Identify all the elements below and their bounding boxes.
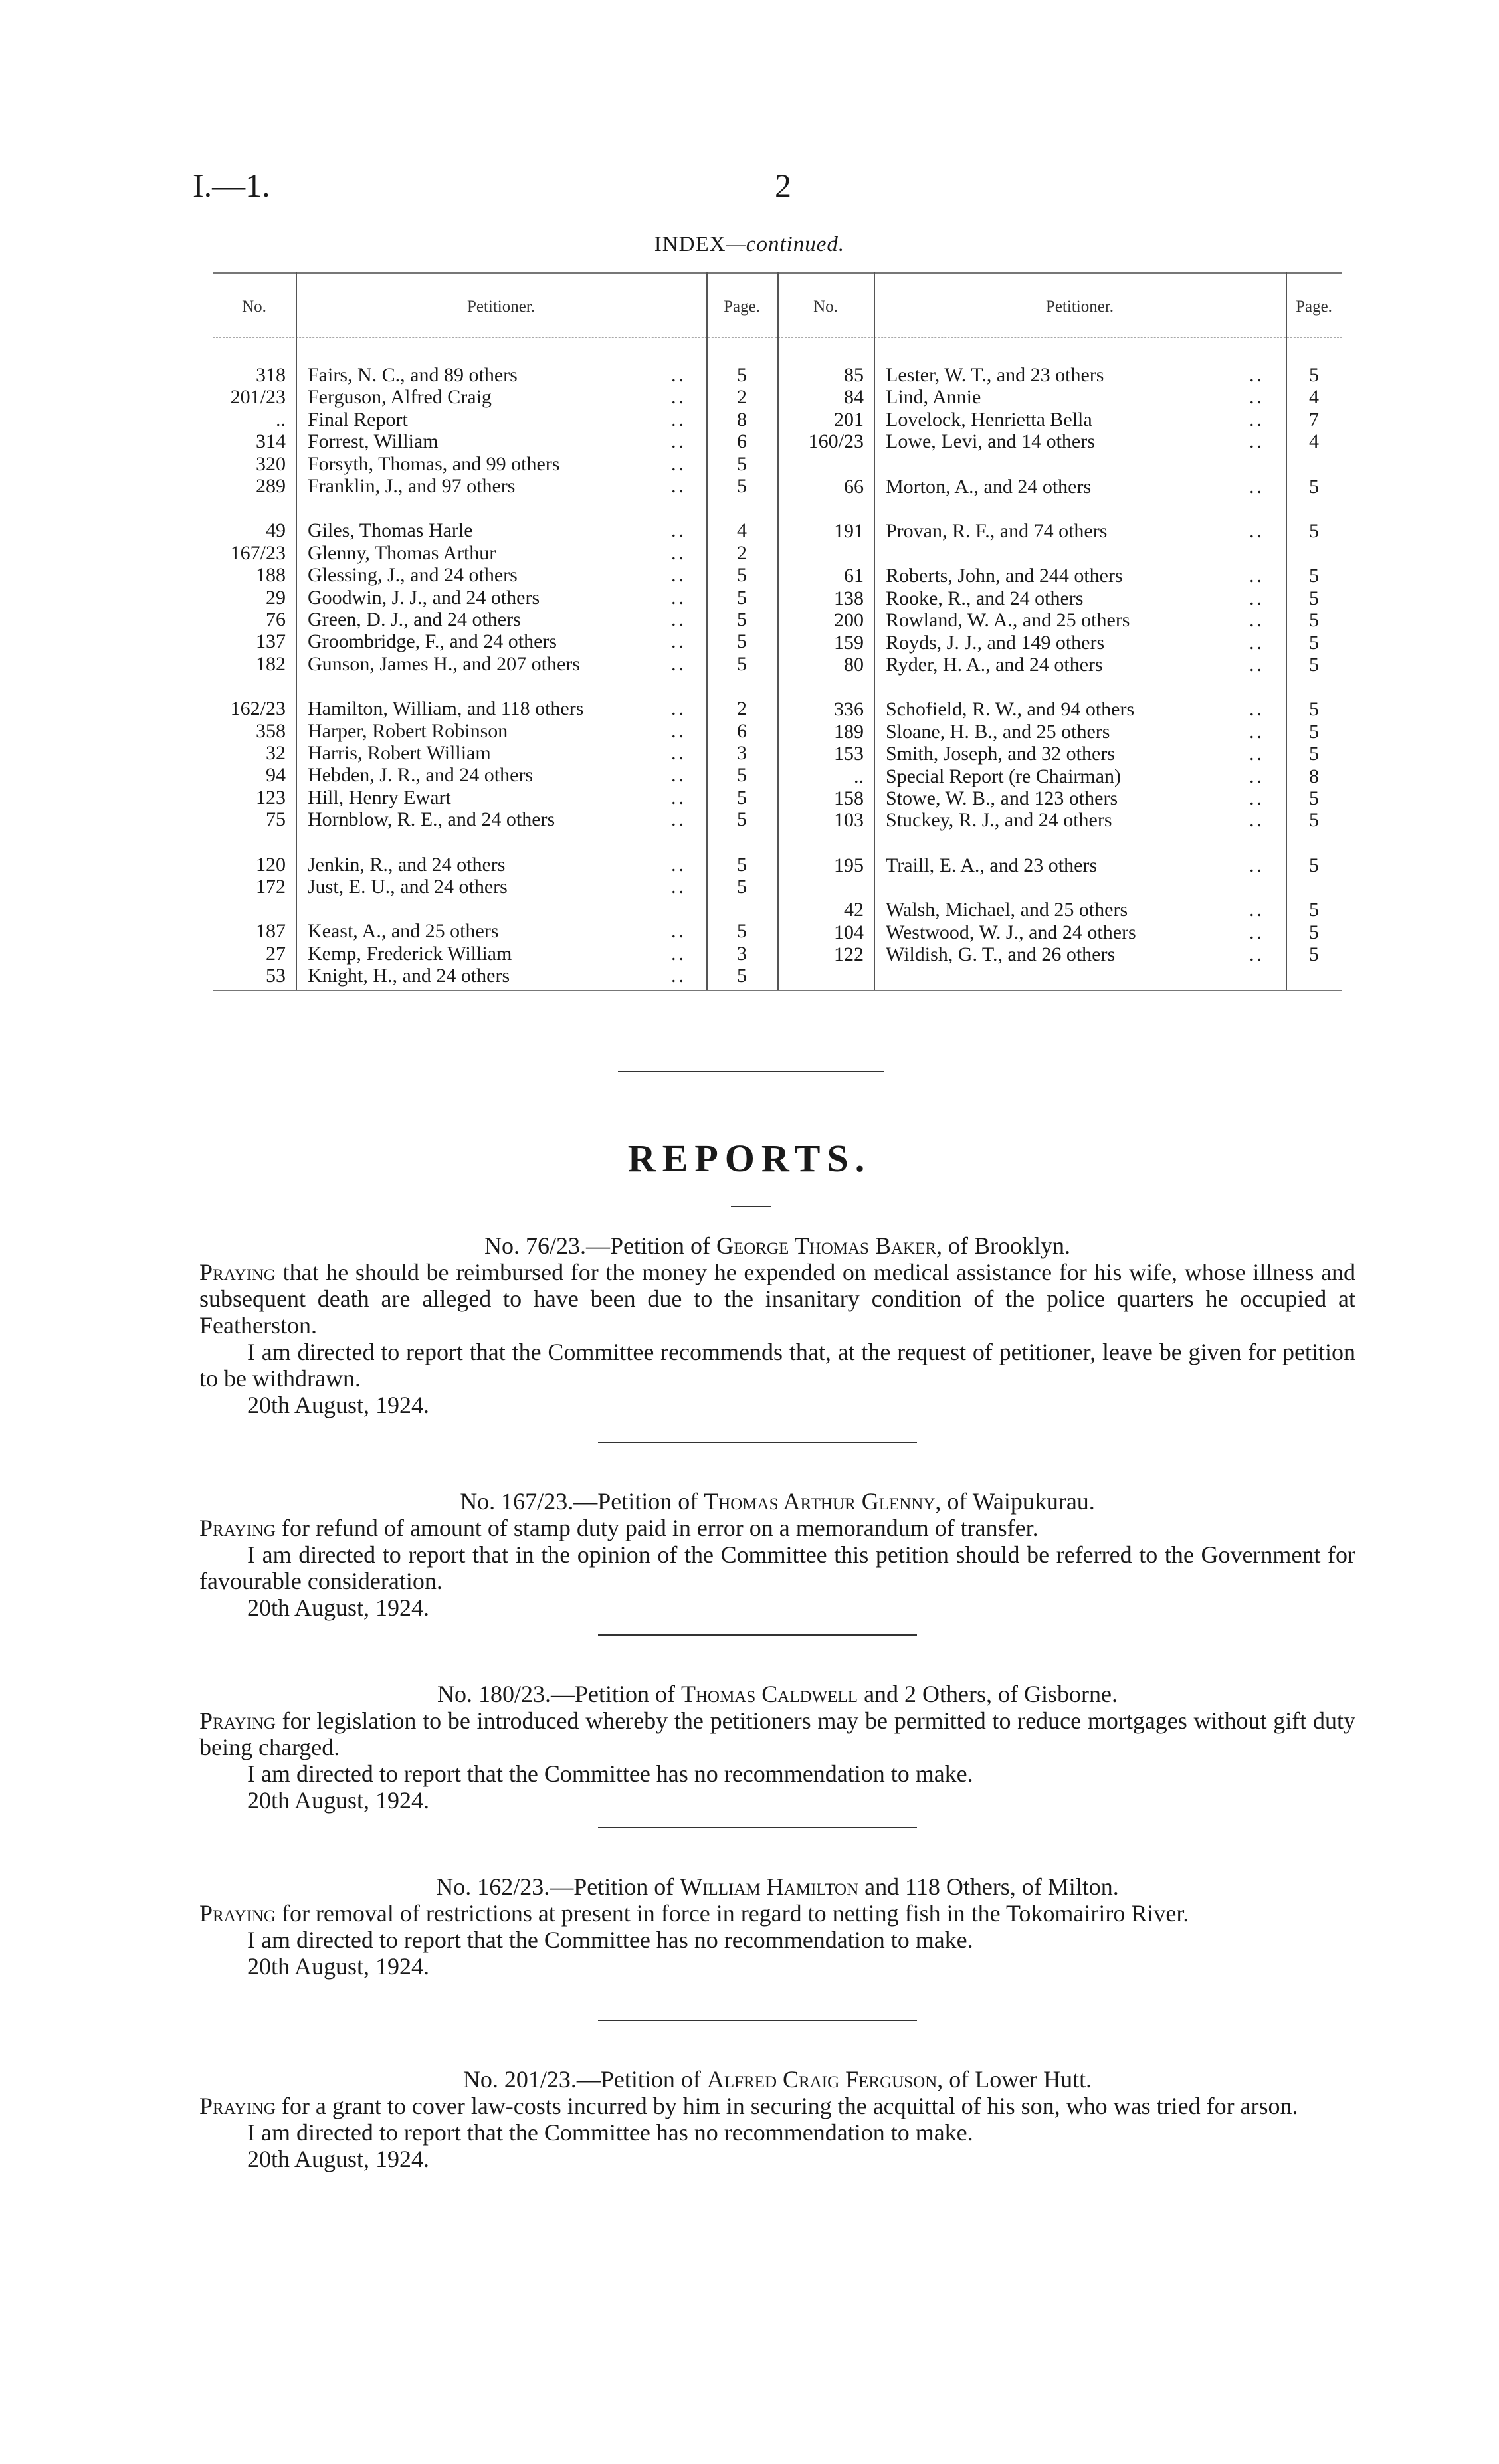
leader-dots: .. xyxy=(1249,565,1264,587)
index-entry-page: 5 xyxy=(1309,809,1319,832)
reports-title: REPORTS. xyxy=(627,1137,872,1180)
index-title xyxy=(0,233,1499,257)
leader-dots: .. xyxy=(671,719,686,742)
index-entry-page: 5 xyxy=(1309,654,1319,676)
praying-word: Praying xyxy=(199,1515,276,1541)
petition-separator xyxy=(598,1634,917,1636)
index-entry-petitioner: Roberts, John, and 244 others xyxy=(886,565,1123,587)
index-entry-page: 3 xyxy=(737,742,747,764)
report-date: 20th August, 1924. xyxy=(247,2146,430,2172)
leader-dots: .. xyxy=(671,742,686,764)
prayer-text: for refund of amount of stamp duty paid in error on a memorandum of transfer. xyxy=(275,1515,1039,1541)
index-entry-number: 200 xyxy=(834,609,864,632)
index-entry-page: 8 xyxy=(737,408,747,430)
index-entry-page: 5 xyxy=(1309,743,1319,765)
index-entry-page: 4 xyxy=(1309,430,1319,453)
prayer-text: for a grant to cover law-costs incurred by him in securing the acquittal of his son, who was tried for arson. xyxy=(275,2093,1298,2119)
index-entry-number: 29 xyxy=(266,586,286,609)
petition-location: , of Lower Hutt. xyxy=(937,2066,1092,2093)
index-entry-petitioner: Lowe, Levi, and 14 others xyxy=(886,430,1095,453)
index-entry-page: 3 xyxy=(737,942,747,965)
index-entry-page: 5 xyxy=(737,808,747,831)
leader-dots: .. xyxy=(1249,809,1264,832)
index-entry-page: 6 xyxy=(737,430,747,453)
index-entry-page: 5 xyxy=(1309,587,1319,609)
index-entry-number: 76 xyxy=(266,609,286,630)
index-entry-number: 160/23 xyxy=(808,430,864,453)
index-entry-page: 5 xyxy=(737,876,747,898)
index-entry-number: 153 xyxy=(834,743,864,765)
header-no-left: No. xyxy=(242,298,266,316)
leader-dots: .. xyxy=(671,430,686,453)
index-entry-number: 75 xyxy=(266,808,286,831)
leader-dots: .. xyxy=(1249,475,1264,498)
petitioner-name: Alfred Craig Ferguson xyxy=(706,2066,938,2093)
petition-report xyxy=(199,1232,1355,1418)
index-entry-page: 5 xyxy=(737,652,747,675)
index-entry-petitioner: Fairs, N. C., and 89 others xyxy=(308,364,518,386)
index-entry-page: 5 xyxy=(1309,609,1319,632)
leader-dots: .. xyxy=(671,541,686,564)
petition-location: and 118 Others, of Milton. xyxy=(858,1873,1119,1900)
index-entry-number: 358 xyxy=(256,719,286,742)
index-entry-page: 6 xyxy=(737,719,747,742)
index-entry-petitioner: Jenkin, R., and 24 others xyxy=(308,853,506,876)
index-entry-number: 120 xyxy=(256,853,286,876)
index-entry-petitioner: Smith, Joseph, and 32 others xyxy=(886,743,1115,765)
petition-separator xyxy=(598,1827,917,1828)
index-title-suffix: —continued. xyxy=(726,233,845,256)
petition-location: and 2 Others, of Gisborne. xyxy=(858,1681,1118,1707)
index-entry-number: 159 xyxy=(834,631,864,654)
leader-dots: .. xyxy=(1249,609,1264,632)
index-entry-petitioner: Lind, Annie xyxy=(886,386,981,409)
committee-report: I am directed to report that the Committee recommends that, at the request of petitioner, leave be given for petition to be withdrawn. xyxy=(199,1339,1355,1392)
leader-dots: .. xyxy=(671,853,686,876)
index-entry-number: 103 xyxy=(834,809,864,832)
index-entry-petitioner: Groombridge, F., and 24 others xyxy=(308,630,557,653)
leader-dots: .. xyxy=(671,965,686,987)
leader-dots: .. xyxy=(1249,854,1264,876)
index-entry-page: 4 xyxy=(737,520,747,542)
index-entry-number: 53 xyxy=(266,965,286,987)
leader-dots: .. xyxy=(1249,765,1264,787)
index-entry-petitioner: Hornblow, R. E., and 24 others xyxy=(308,808,555,831)
index-entry-number: 85 xyxy=(844,364,864,386)
index-entry-number: 188 xyxy=(256,564,286,587)
leader-dots: .. xyxy=(1249,408,1264,430)
praying-word: Praying xyxy=(199,1259,276,1285)
prayer-text: that he should be reimbursed for the money he expended on medical assistance for his wife, whose illness and subsequent death are alleged to have been due to the insanitary condition of the police quarters he occupied at Featherston. xyxy=(199,1259,1355,1339)
index-entry-number: 172 xyxy=(256,876,286,898)
index-entry-number: 336 xyxy=(834,698,864,721)
index-entry-number: .. xyxy=(276,408,286,430)
index-entry-petitioner: Schofield, R. W., and 94 others xyxy=(886,698,1135,721)
index-entry-petitioner: Traill, E. A., and 23 others xyxy=(886,854,1098,876)
index-entry-number: 318 xyxy=(256,364,286,386)
leader-dots: .. xyxy=(671,564,686,587)
index-entry-petitioner: Hill, Henry Ewart xyxy=(308,786,451,808)
index-entry-number: 122 xyxy=(834,943,864,965)
index-entry-number: 182 xyxy=(256,652,286,675)
report-date: 20th August, 1924. xyxy=(247,1392,430,1418)
index-entry-page: 5 xyxy=(1309,698,1319,721)
index-entry-number: 167/23 xyxy=(230,541,286,564)
leader-dots: .. xyxy=(671,475,686,497)
index-entry-number: 314 xyxy=(256,430,286,453)
index-entry-petitioner: Lovelock, Henrietta Bella xyxy=(886,408,1092,430)
index-entry-number: 189 xyxy=(834,720,864,743)
index-entry-number: 195 xyxy=(834,854,864,876)
document-code: I.—1. xyxy=(193,167,270,204)
index-entry-page: 2 xyxy=(737,698,747,720)
leader-dots: .. xyxy=(1249,587,1264,609)
committee-report: I am directed to report that the Committee has no recommendation to make. xyxy=(247,1760,973,1787)
index-entry-number: 49 xyxy=(266,520,286,542)
leader-dots: .. xyxy=(1249,654,1264,676)
index-entry-page: 5 xyxy=(1309,787,1319,809)
petition-prayer xyxy=(199,1515,1355,1541)
index-entry-page: 2 xyxy=(737,541,747,564)
index-entry-number: 94 xyxy=(266,764,286,787)
praying-word: Praying xyxy=(199,1900,276,1927)
report-date: 20th August, 1924. xyxy=(247,1594,430,1621)
header-no-right: No. xyxy=(813,298,838,316)
reports-title-underline xyxy=(731,1206,771,1207)
index-divider-1 xyxy=(296,272,297,990)
leader-dots: .. xyxy=(671,920,686,943)
index-entry-petitioner: Knight, H., and 24 others xyxy=(308,965,510,987)
index-entry-petitioner: Westwood, W. J., and 24 others xyxy=(886,921,1136,943)
index-entry-page: 5 xyxy=(1309,364,1319,386)
index-entry-petitioner: Forrest, William xyxy=(308,430,439,453)
praying-word: Praying xyxy=(199,2093,276,2119)
index-entry-number: 84 xyxy=(844,386,864,409)
index-entry-petitioner: Keast, A., and 25 others xyxy=(308,920,499,943)
petitioner-name: George Thomas Baker xyxy=(716,1232,937,1259)
prayer-text: for legislation to be introduced whereby the petitioners may be permitted to reduce mortgages without gift duty being charged. xyxy=(199,1707,1355,1760)
petition-prayer xyxy=(199,1900,1355,1927)
index-entry-petitioner: Glenny, Thomas Arthur xyxy=(308,541,496,564)
leader-dots: .. xyxy=(671,698,686,720)
report-date: 20th August, 1924. xyxy=(247,1953,430,1980)
index-entry-petitioner: Ryder, H. A., and 24 others xyxy=(886,654,1103,676)
index-entry-page: 5 xyxy=(737,586,747,609)
index-entry-page: 5 xyxy=(737,920,747,943)
leader-dots: .. xyxy=(671,609,686,630)
petition-title xyxy=(199,2066,1355,2093)
index-entry-page: 4 xyxy=(1309,386,1319,409)
index-entry-page: 5 xyxy=(1309,520,1319,542)
index-entry-page: 5 xyxy=(1309,854,1319,876)
index-entry-page: 5 xyxy=(737,630,747,653)
petition-prayer xyxy=(199,1259,1355,1339)
leader-dots: .. xyxy=(1249,386,1264,409)
index-entry-petitioner: Rowland, W. A., and 25 others xyxy=(886,609,1130,632)
header-page-right: Page. xyxy=(1296,298,1332,316)
index-entry-petitioner: Green, D. J., and 24 others xyxy=(308,609,521,630)
index-entry-petitioner: Provan, R. F., and 74 others xyxy=(886,520,1108,542)
petition-separator xyxy=(598,2020,917,2021)
petitioner-name: William Hamilton xyxy=(680,1873,859,1900)
index-entry-page: 8 xyxy=(1309,765,1319,787)
petition-report xyxy=(199,1488,1355,1621)
index-entry-number: 320 xyxy=(256,452,286,475)
petition-report xyxy=(199,2066,1355,2172)
index-entry-page: 5 xyxy=(1309,565,1319,587)
leader-dots: .. xyxy=(1249,430,1264,453)
index-entry-number: 80 xyxy=(844,654,864,676)
index-entry-page: 5 xyxy=(737,965,747,987)
index-entry-page: 5 xyxy=(737,853,747,876)
index-entry-petitioner: Sloane, H. B., and 25 others xyxy=(886,720,1110,743)
index-entry-petitioner: Giles, Thomas Harle xyxy=(308,520,473,542)
petition-location: , of Brooklyn. xyxy=(936,1232,1071,1259)
leader-dots: .. xyxy=(1249,743,1264,765)
leader-dots: .. xyxy=(1249,943,1264,965)
index-entry-number: 201 xyxy=(834,408,864,430)
petition-number: No. 162/23.—Petition of xyxy=(436,1873,674,1900)
index-divider-3 xyxy=(777,272,779,990)
index-entry-number: 138 xyxy=(834,587,864,609)
index-entry-page: 7 xyxy=(1309,408,1319,430)
leader-dots: .. xyxy=(671,764,686,787)
petition-location: , of Waipukurau. xyxy=(935,1488,1095,1515)
leader-dots: .. xyxy=(671,942,686,965)
index-entry-page: 5 xyxy=(737,475,747,497)
index-entry-petitioner: Wildish, G. T., and 26 others xyxy=(886,943,1116,965)
petition-report xyxy=(199,1873,1355,1980)
index-entry-page: 5 xyxy=(737,786,747,808)
index-entry-page: 5 xyxy=(1309,720,1319,743)
index-entry-page: 5 xyxy=(1309,943,1319,965)
index-entry-petitioner: Ferguson, Alfred Craig xyxy=(308,386,492,409)
leader-dots: .. xyxy=(1249,921,1264,943)
index-entry-page: 5 xyxy=(1309,899,1319,921)
index-entry-petitioner: Rooke, R., and 24 others xyxy=(886,587,1084,609)
petitioner-name: Thomas Arthur Glenny xyxy=(704,1488,936,1515)
header-page-left: Page. xyxy=(724,298,760,316)
leader-dots: .. xyxy=(671,808,686,831)
index-entry-petitioner: Royds, J. J., and 149 others xyxy=(886,631,1105,654)
petition-separator xyxy=(598,1442,917,1443)
index-entry-petitioner: Glessing, J., and 24 others xyxy=(308,564,518,587)
index-entry-petitioner: Gunson, James H., and 207 others xyxy=(308,652,580,675)
index-entry-number: 104 xyxy=(834,921,864,943)
index-entry-number: 289 xyxy=(256,475,286,497)
petition-number: No. 167/23.—Petition of xyxy=(460,1488,698,1515)
index-entry-petitioner: Hamilton, William, and 118 others xyxy=(308,698,584,720)
petition-report xyxy=(199,1681,1355,1814)
index-entry-petitioner: Harper, Robert Robinson xyxy=(308,719,508,742)
index-entry-petitioner: Just, E. U., and 24 others xyxy=(308,876,508,898)
petition-number: No. 180/23.—Petition of xyxy=(437,1681,675,1707)
petitioner-name: Thomas Caldwell xyxy=(680,1681,858,1707)
index-entry-number: 158 xyxy=(834,787,864,809)
page-number: 2 xyxy=(775,167,791,204)
leader-dots: .. xyxy=(1249,631,1264,654)
index-entry-page: 5 xyxy=(737,764,747,787)
leader-dots: .. xyxy=(671,630,686,653)
index-entry-page: 5 xyxy=(1309,631,1319,654)
index-entry-petitioner: Morton, A., and 24 others xyxy=(886,475,1092,498)
leader-dots: .. xyxy=(671,586,686,609)
index-entry-petitioner: Lester, W. T., and 23 others xyxy=(886,364,1104,386)
index-entry-page: 5 xyxy=(737,609,747,630)
index-entry-number: 66 xyxy=(844,475,864,498)
index-entry-petitioner: Stowe, W. B., and 123 others xyxy=(886,787,1118,809)
index-entry-number: 123 xyxy=(256,786,286,808)
petition-prayer xyxy=(199,1707,1355,1760)
index-entry-page: 5 xyxy=(1309,921,1319,943)
leader-dots: .. xyxy=(1249,364,1264,386)
committee-report: I am directed to report that the Committee has no recommendation to make. xyxy=(247,1927,973,1953)
index-entry-page: 2 xyxy=(737,386,747,409)
index-entry-number: 187 xyxy=(256,920,286,943)
index-entry-number: 42 xyxy=(844,899,864,921)
index-entry-petitioner: Harris, Robert William xyxy=(308,742,491,764)
petition-prayer xyxy=(199,2093,1355,2119)
index-entry-page: 5 xyxy=(1309,475,1319,498)
leader-dots: .. xyxy=(1249,720,1264,743)
leader-dots: .. xyxy=(671,786,686,808)
index-entry-number: 191 xyxy=(834,520,864,542)
index-entry-petitioner: Final Report xyxy=(308,408,408,430)
index-entry-petitioner: Forsyth, Thomas, and 99 others xyxy=(308,452,560,475)
petition-number: No. 201/23.—Petition of xyxy=(462,2066,701,2093)
index-entry-page: 5 xyxy=(737,564,747,587)
index-entry-number: 32 xyxy=(266,742,286,764)
index-entry-petitioner: Hebden, J. R., and 24 others xyxy=(308,764,534,787)
committee-report: I am directed to report that the Committee has no recommendation to make. xyxy=(247,2119,973,2146)
index-entry-number: .. xyxy=(854,765,864,787)
leader-dots: .. xyxy=(1249,698,1264,721)
leader-dots: .. xyxy=(1249,787,1264,809)
index-entry-petitioner: Goodwin, J. J., and 24 others xyxy=(308,586,540,609)
index-entry-number: 201/23 xyxy=(230,386,286,409)
leader-dots: .. xyxy=(1249,520,1264,542)
index-entry-number: 137 xyxy=(256,630,286,653)
index-entry-petitioner: Walsh, Michael, and 25 others xyxy=(886,899,1128,921)
index-entry-number: 162/23 xyxy=(230,698,286,720)
prayer-text: for removal of restrictions at present in force in regard to netting fish in the Tokomairiro River. xyxy=(275,1900,1189,1927)
leader-dots: .. xyxy=(671,876,686,898)
index-divider-4 xyxy=(874,272,875,990)
header-petitioner-right: Petitioner. xyxy=(1045,298,1114,316)
committee-report: I am directed to report that in the opinion of the Committee this petition should be referred to the Government for favourable consideration. xyxy=(199,1541,1355,1594)
petition-title xyxy=(199,1232,1355,1259)
leader-dots: .. xyxy=(1249,899,1264,921)
report-date: 20th August, 1924. xyxy=(247,1787,430,1814)
index-entry-number: 61 xyxy=(844,565,864,587)
leader-dots: .. xyxy=(671,364,686,386)
leader-dots: .. xyxy=(671,520,686,542)
petition-title xyxy=(199,1681,1355,1707)
index-entry-page: 5 xyxy=(737,452,747,475)
petition-title xyxy=(199,1488,1355,1515)
section-separator xyxy=(618,1071,884,1072)
leader-dots: .. xyxy=(671,386,686,409)
index-entry-number: 27 xyxy=(266,942,286,965)
petition-number: No. 76/23.—Petition of xyxy=(484,1232,710,1259)
leader-dots: .. xyxy=(671,452,686,475)
leader-dots: .. xyxy=(671,652,686,675)
petition-title xyxy=(199,1873,1355,1900)
index-title-text: INDEX xyxy=(654,233,726,256)
index-entry-page: 5 xyxy=(737,364,747,386)
index-bottom-rule xyxy=(213,990,1342,991)
index-entry-petitioner: Special Report (re Chairman) xyxy=(886,765,1122,787)
index-entry-petitioner: Stuckey, R. J., and 24 others xyxy=(886,809,1112,832)
praying-word: Praying xyxy=(199,1707,276,1734)
index-entry-petitioner: Kemp, Frederick William xyxy=(308,942,512,965)
index-entry-petitioner: Franklin, J., and 97 others xyxy=(308,475,516,497)
header-petitioner-left: Petitioner. xyxy=(466,298,536,316)
leader-dots: .. xyxy=(671,408,686,430)
